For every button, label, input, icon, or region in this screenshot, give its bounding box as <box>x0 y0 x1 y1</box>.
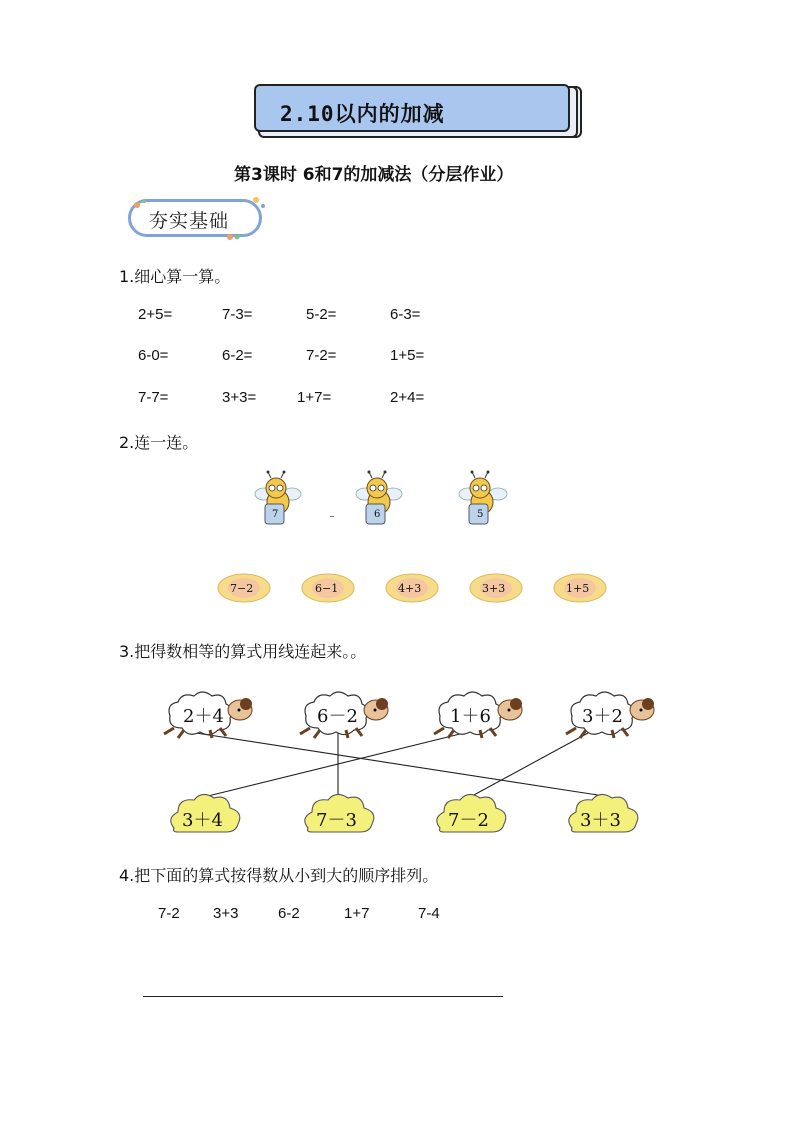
equation: 7-3= <box>222 306 253 323</box>
page-title: 2.10以内的加减 <box>280 102 445 126</box>
lesson-subtitle: 第3课时 6和7的加减法（分层作业） <box>234 165 514 185</box>
equation: 5-2= <box>306 306 337 323</box>
answer-line <box>143 996 503 997</box>
equation: 3+3= <box>222 389 257 406</box>
sheep-label: 2＋4 <box>183 706 224 727</box>
section-badge-label: 夯实基础 <box>149 210 230 232</box>
expression: 7-4 <box>418 905 440 922</box>
cloud-label: 3＋4 <box>182 810 223 831</box>
question-4-label: 4.把下面的算式按得数从小到大的顺序排列。 <box>119 866 439 885</box>
equation: 6-3= <box>390 306 421 323</box>
flower-label: 7−2 <box>230 582 254 595</box>
sheep-label: 1＋6 <box>450 706 491 727</box>
sheep-label: 3＋2 <box>582 706 623 727</box>
equation: 2+4= <box>390 389 425 406</box>
equation: 7-2= <box>306 347 337 364</box>
expression: 1+7 <box>344 905 370 922</box>
bee-number: 6 <box>374 509 381 520</box>
question-1-label: 1.细心算一算。 <box>119 267 231 286</box>
equation: 1+5= <box>390 347 425 364</box>
expression: 6-2 <box>278 905 300 922</box>
cloud-label: 7－3 <box>316 810 357 831</box>
expression: 3+3 <box>213 905 239 922</box>
bee-number: 5 <box>477 509 484 520</box>
equation: 6-2= <box>222 347 253 364</box>
expression: 7-2 <box>158 905 180 922</box>
cloud-label: 7－2 <box>448 810 489 831</box>
flower-label: 4+3 <box>398 582 422 595</box>
cloud-label: 3＋3 <box>580 810 621 831</box>
equation: 1+7= <box>297 389 332 406</box>
flower-label: 6−1 <box>315 582 339 595</box>
flower-label: 1+5 <box>566 582 590 595</box>
question-2-label: 2.连一连。 <box>119 433 199 452</box>
equation: 7-7= <box>138 389 169 406</box>
equation: 6-0= <box>138 347 169 364</box>
question-3-label: 3.把得数相等的算式用线连起来。。 <box>119 642 367 661</box>
bee-number: 7 <box>272 509 279 520</box>
equation: 2+5= <box>138 306 173 323</box>
flower-label: 3+3 <box>482 582 506 595</box>
sheep-label: 6－2 <box>317 706 358 727</box>
